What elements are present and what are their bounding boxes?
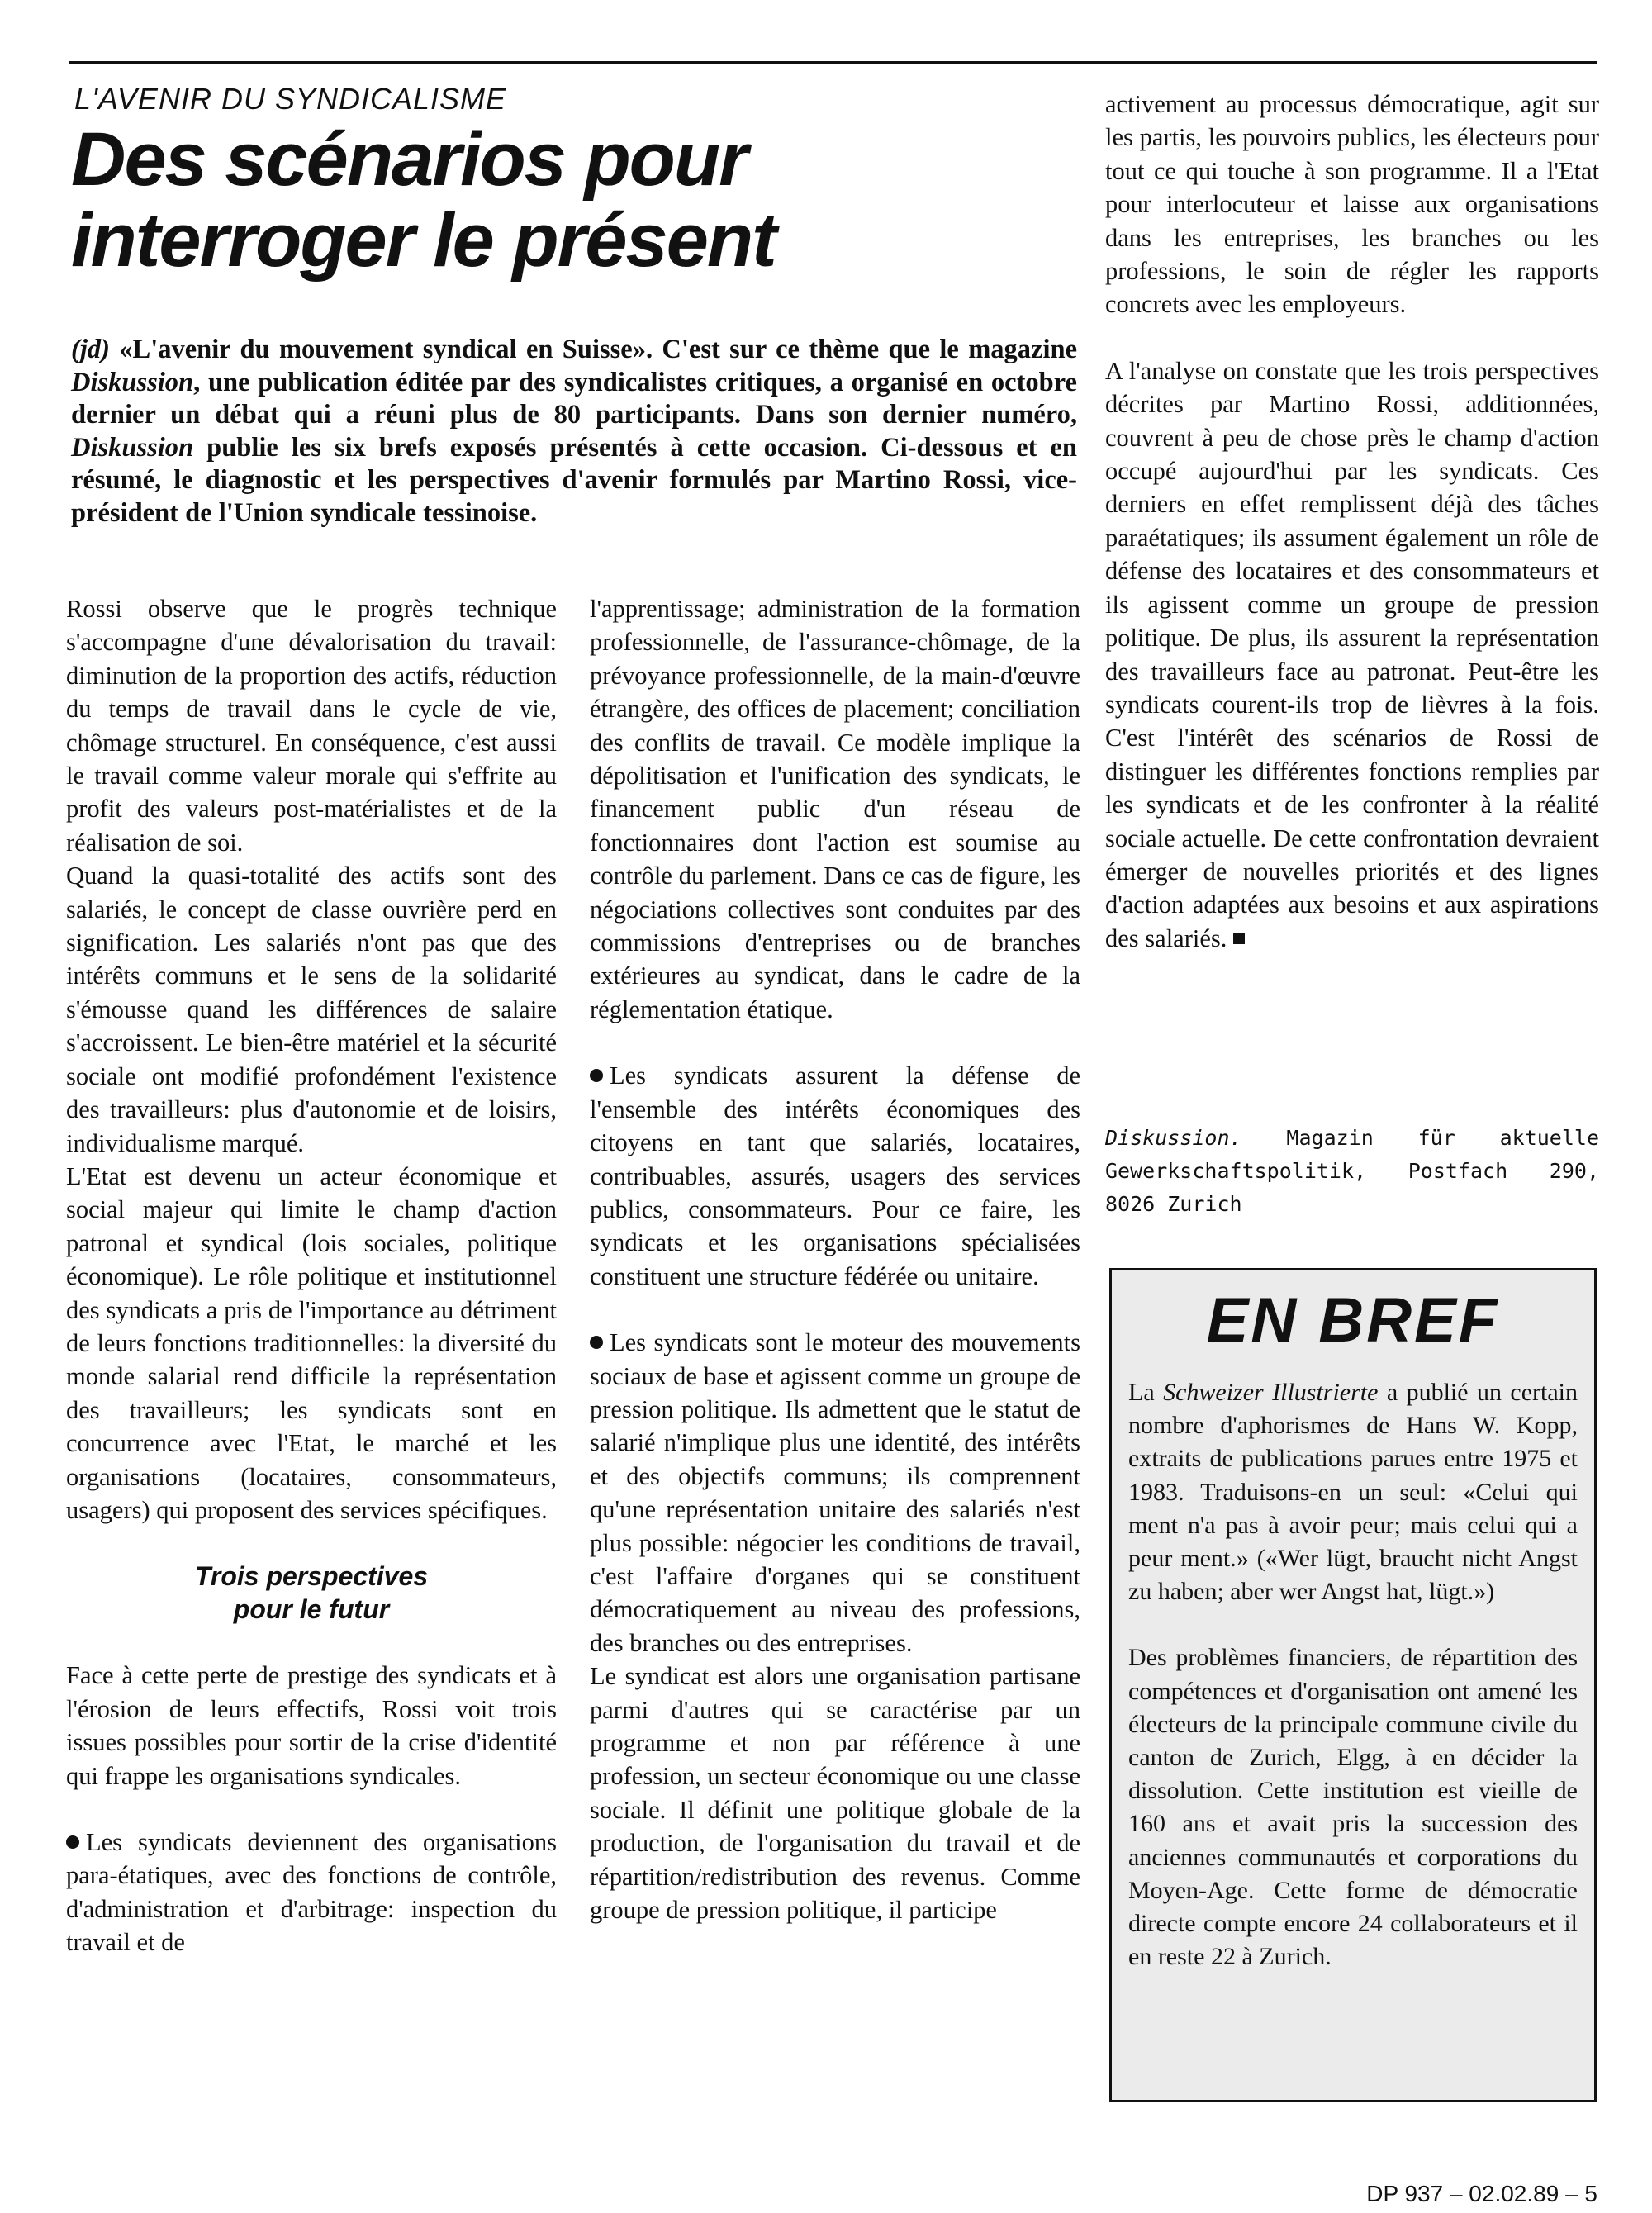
subhead-line-2: pour le futur — [233, 1594, 390, 1625]
article-column-1 — [66, 592, 557, 1959]
col3-paragraph-2 — [1105, 354, 1599, 955]
col2-paragraph-1: l'apprentissage; administration de la formation professionnelle, de l'assurance-chômage, de la prévoyance professionnelle, de la main-d'œuvre étrangère, des offices de placement; conciliation des conflits de travail. Ce modèle implique la dépolitisation et l'unification des syndicats, le financement public d'un réseau de fonctionnaires dont l'action est soumise au contrôle du parlement. Dans ce cas de figure, les négociations collectives sont conduites par des commissions d'entreprises ou de branches extérieures au syndicat, dans le cadre de la réglementation étatique. — [590, 595, 1080, 1023]
source-note — [1105, 1122, 1599, 1221]
col1-paragraph-4: Face à cette perte de prestige des syndicats et à l'érosion de leurs effectifs, Rossi voit trois issues possibles pour sortir de la crise d'identité qui frappe les organisations syndicales. — [66, 1661, 557, 1790]
end-of-article-icon — [1233, 933, 1245, 944]
col2-bullet-paragraph-2 — [590, 1326, 1080, 1660]
en-bref-p1-rest: a publié un certain nombre d'aphorismes de Hans W. Kopp, extraits de publications parues entre 1975 et 1983. Traduisons-en un seul: «Celui qui ment n'a pas à avoir peur; mais celui qui a peur ment.» («Wer lügt, braucht nicht Angst zu haben; aber wer Angst hat, lügt.») — [1128, 1379, 1578, 1606]
subhead-line-1: Trois perspectives — [194, 1561, 429, 1592]
col1-bullet-text: Les syndicats deviennent des organisations para-étatiques, avec des fonctions de contrôle, d'administration et d'arbitrage: inspection du travail et de — [66, 1828, 557, 1957]
source-magazine-name: Diskussion. — [1105, 1126, 1242, 1150]
en-bref-p1-publication: Schweizer Illustrierte — [1163, 1379, 1379, 1406]
col2-bullet-paragraph-1 — [590, 1059, 1080, 1293]
lead-magazine-name-2: Diskussion — [71, 432, 194, 463]
en-bref-box — [1109, 1268, 1597, 2102]
article-kicker: L'AVENIR DU SYNDICALISME — [74, 82, 507, 116]
lead-magazine-name-1: Diskussion — [71, 367, 194, 397]
col2-bullet-text-1: Les syndicats assurent la défense de l'ensemble des intérêts économiques des citoyens en tant que salariés, locataires, contribuables, assurés, usagers des services publics, consommateurs. Pour ce faire, les syndicats et les organisations spécialisées constituent une structure fédérée ou unitaire. — [590, 1061, 1080, 1290]
bullet-icon — [590, 1336, 603, 1349]
article-headline: Des scénarios pour interroger le présent — [71, 117, 776, 283]
col1-paragraph-2: Quand la quasi-totalité des actifs sont des salariés, le concept de classe ouvrière perd en signification. Les salariés n'ont pas que des intérêts communs et le sens de la solidarité s'émousse quand les différences de salaire s'accroissent. Le bien-être matériel et la sécurité sociale ont modifié profondément l'existence des travailleurs: plus d'autonomie et de loisirs, individualisme marqué. — [66, 862, 557, 1157]
col1-bullet-paragraph — [66, 1826, 557, 1959]
lead-author-initials: (jd) — [71, 335, 110, 364]
page-folio: DP 937 – 02.02.89 – 5 — [1366, 2181, 1597, 2206]
article-column-3 — [1105, 88, 1599, 955]
lead-text-2: , une publication éditée par des syndicalistes critiques, a organisé en octobre dernier un débat qui a réuni plus de 80 participants. Dans son dernier numéro, — [71, 367, 1077, 430]
en-bref-paragraph-1 — [1128, 1376, 1578, 1608]
bullet-icon — [66, 1835, 79, 1849]
col1-paragraph-3: L'Etat est devenu un acteur économique et social majeur qui limite le champ d'action patronal et syndical (lois sociales, politique économique). Le rôle politique et institutionnel des syndicats a pris de l'importance au détriment de leurs fonctions traditionnelles: la diversité du monde salarial rend difficile la représentation des travailleurs; les syndicats sont en concurrence avec l'Etat, le marché et les organisations (locataires, consommateurs, usagers) qui proposent des services spécifiques. — [66, 1161, 557, 1524]
col3-paragraph-2-text: A l'analyse on constate que les trois perspectives décrites par Martino Rossi, additionnées, couvrent à peu de chose près le champ d'action occupé aujourd'hui par les syndicats. Ces derniers en effet remplissent déjà des tâches paraétatiques; ils assument également un rôle de défense des locataires et des consommateurs et ils agissent comme un groupe de pression politique. De plus, ils assurent la représentation des travailleurs face au patronat. Peut-être les syndicats courent-ils trop de lièvres à la fois. C'est l'intérêt des scénarios de Rossi de distinguer les différentes fonctions remplies par les syndicats et de les confronter à la réalité sociale actuelle. De cette confrontation devraient émerger de nouvelles priorités et des lignes d'action adaptées aux besoins et aux aspirations des salariés. — [1105, 356, 1599, 952]
source-details: Magazin für aktuelle Gewerkschaftspolitik, Postfach 290, 8026 Zurich — [1105, 1126, 1599, 1216]
lead-text-1: «L'avenir du mouvement syndical en Suisse». C'est sur ce thème que le magazine — [109, 335, 1077, 364]
col3-paragraph-1: activement au processus démocratique, agit sur les partis, les pouvoirs publics, les électeurs pour tout ce qui touche à son programme. Il a l'Etat pour interlocuteur et laisse aux organisations dans les entreprises, les branches ou les professions, le soin de régler les rapports concrets avec les employeurs. — [1105, 90, 1599, 319]
col1-paragraph-1: Rossi observe que le progrès technique s'accompagne d'une dévalorisation du travail: diminution de la proportion des actifs, réduction du temps de travail dans le cycle de vie, chômage structurel. En conséquence, c'est aussi le travail comme valeur morale qui s'effrite au profit des valeurs post-matérialistes et de la réalisation de soi. — [66, 595, 557, 857]
top-rule — [69, 61, 1597, 64]
en-bref-p1-start: La — [1128, 1379, 1164, 1406]
en-bref-paragraph-2: Des problèmes financiers, de répartition des compétences et d'organisation ont amené les électeurs de la principale commune civile du canton de Zurich, Elgg, à en décider la dissolution. Cette institution est vieille de 160 ans et avait pris la succession des anciennes communautés et corporations du Moyen-Age. Cette forme de démocratie directe compte encore 24 collaborateurs et il en reste 22 à Zurich. — [1128, 1644, 1578, 1971]
article-column-2 — [590, 592, 1080, 1926]
col2-bullet-text-2: Les syndicats sont le moteur des mouvements sociaux de base et agissent comme un groupe de pression politique. Ils admettent que le statut de salarié n'implique plus une identité, des intérêts et des objectifs communs; ils comprennent qu'une représentation unitaire des salariés n'est plus possible: négocier les conditions de travail, c'est l'affaire d'organes qui se constituent démocratiquement au niveau des professions, des branches ou des entreprises. — [590, 1328, 1080, 1657]
en-bref-body — [1128, 1376, 1578, 1973]
section-subhead — [66, 1560, 557, 1626]
col2-paragraph-4: Le syndicat est alors une organisation partisane parmi d'autres qui se caractérise par un programme et non par référence à une profession, un secteur économique ou une classe sociale. Il définit une politique globale de la production, de l'organisation du travail et de répartition/redistribution des revenus. Comme groupe de pression politique, il participe — [590, 1662, 1080, 1925]
lead-text-3: publie les six brefs exposés présentés à cette occasion. Ci-dessous et en résumé, le diagnostic et les perspectives d'avenir formulés par Martino Rossi, vice-président de l'Union syndicale tessinoise. — [71, 432, 1077, 528]
article-lead — [71, 334, 1077, 530]
bullet-icon — [590, 1069, 603, 1082]
en-bref-title: EN BREF — [1206, 1285, 1500, 1356]
